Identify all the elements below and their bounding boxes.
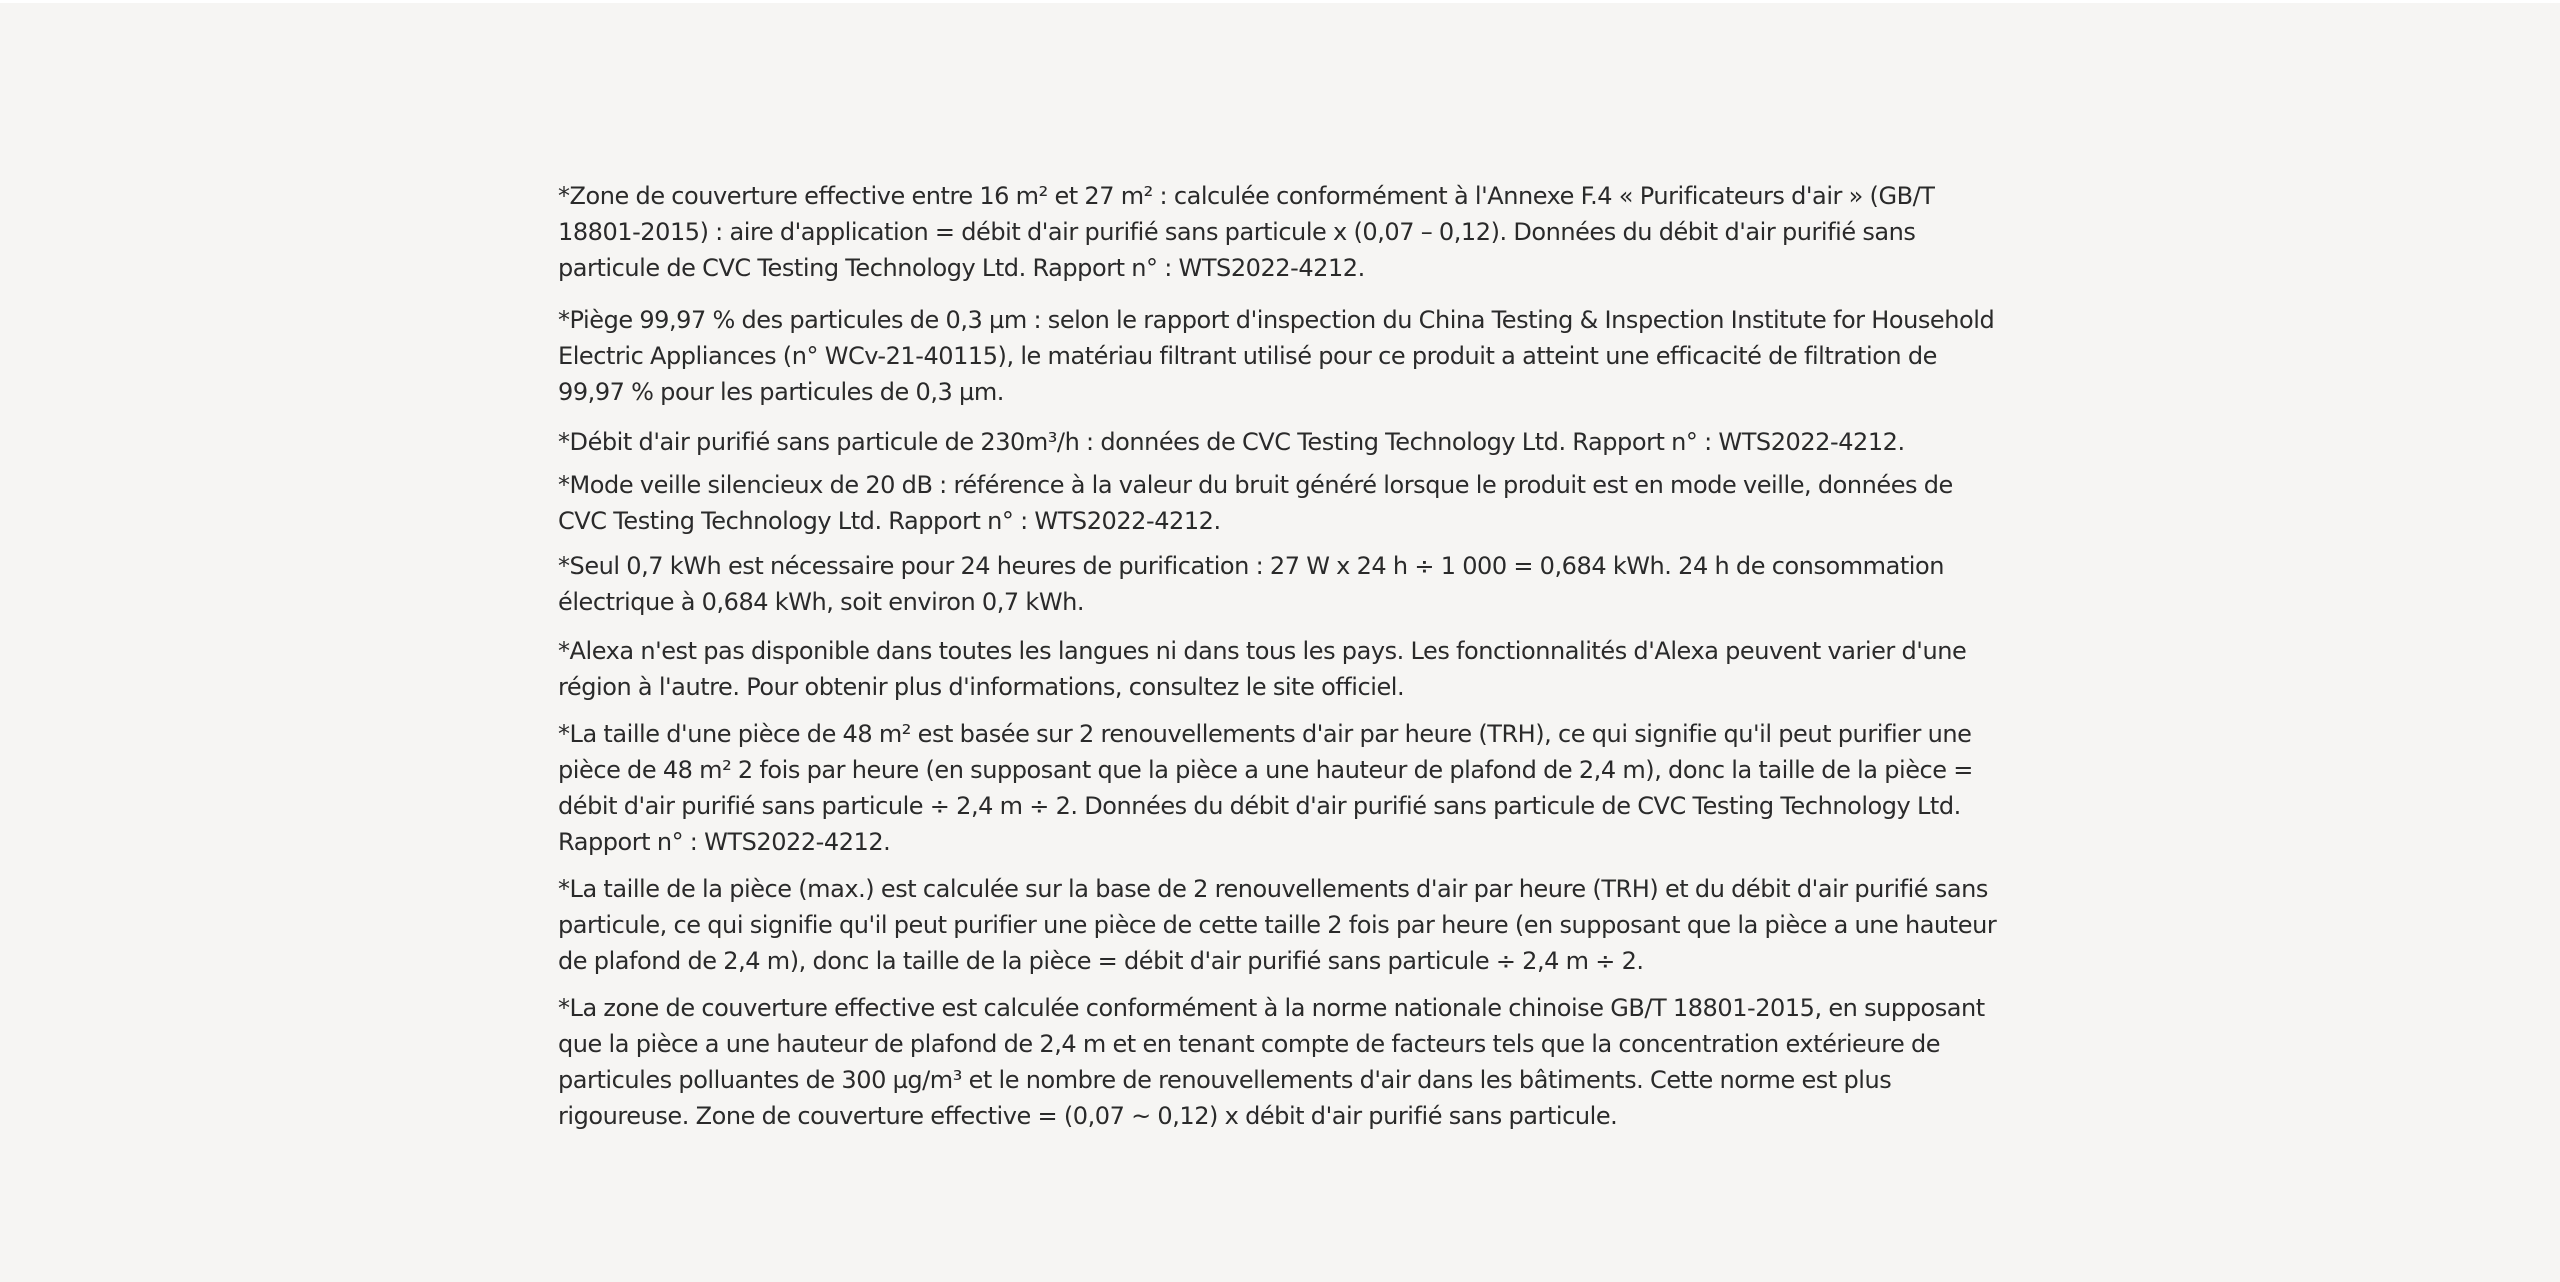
footnotes-section xyxy=(558,178,2004,1134)
top-divider xyxy=(0,0,2560,3)
footnote-power-consumption: *Seul 0,7 kWh est nécessaire pour 24 heures de purification : 27 W x 24 h ÷ 1 000 = 0,684 kWh. 24 h de consommation électrique à 0,684 kWh, soit environ 0,7 kWh. xyxy=(558,552,1945,616)
footnote-effective-coverage: *La zone de couverture effective est calculée conformément à la norme nationale chinoise GB/T 18801-2015, en supposant que la pièce a une hauteur de plafond de 2,4 m et en tenant compte de facteurs tels que la concentration extérieure de particules polluantes de 300 µg/m³ et le nombre de renouvellements d'air dans les bâtiments. Cette norme est plus rigoureuse. Zone de couverture effective = (0,07 ~ 0,12) x débit d'air purifié sans particule. xyxy=(558,994,1985,1130)
footnote-cadr: *Débit d'air purifié sans particule de 230m³/h : données de CVC Testing Technology Ltd. Rapport n° : WTS2022-4212. xyxy=(558,428,1905,456)
footnote-sleep-mode: *Mode veille silencieux de 20 dB : référence à la valeur du bruit généré lorsque le produit est en mode veille, données de CVC Testing Technology Ltd. Rapport n° : WTS2022-4212. xyxy=(558,471,1953,535)
footnote-room-size-max: *La taille de la pièce (max.) est calculée sur la base de 2 renouvellements d'air par heure (TRH) et du débit d'air purifié sans particule, ce qui signifie qu'il peut purifier une pièce de cette taille 2 fois par heure (en supposant que la pièce a une hauteur de plafond de 2,4 m), donc la taille de la pièce = débit d'air purifié sans particule ÷ 2,4 m ÷ 2. xyxy=(558,875,1997,975)
footnote-alexa: *Alexa n'est pas disponible dans toutes les langues ni dans tous les pays. Les fonctionnalités d'Alexa peuvent varier d'une région à l'autre. Pour obtenir plus d'informations, consultez le site officiel. xyxy=(558,637,1967,701)
footnote-coverage-area: *Zone de couverture effective entre 16 m² et 27 m² : calculée conformément à l'Annexe F.4 « Purificateurs d'air » (GB/T 18801-2015) : aire d'application = débit d'air purifié sans particule x (0,07 – 0,12). Données du débit d'air purifié sans particule de CVC Testing Technology Ltd. Rapport n° : WTS2022-4212. xyxy=(558,182,1935,282)
footnote-room-size-48: *La taille d'une pièce de 48 m² est basée sur 2 renouvellements d'air par heure (TRH), ce qui signifie qu'il peut purifier une pièce de 48 m² 2 fois par heure (en supposant que la pièce a une hauteur de plafond de 2,4 m), donc la taille de la pièce = débit d'air purifié sans particule ÷ 2,4 m ÷ 2. Données du débit d'air purifié sans particule de CVC Testing Technology Ltd. Rapport n° : WTS2022-4212. xyxy=(558,720,1973,856)
footnote-particle-capture: *Piège 99,97 % des particules de 0,3 µm : selon le rapport d'inspection du China Testing & Inspection Institute for Household Electric Appliances (n° WCv-21-40115), le matériau filtrant utilisé pour ce produit a atteint une efficacité de filtration de 99,97 % pour les particules de 0,3 µm. xyxy=(558,306,1995,406)
